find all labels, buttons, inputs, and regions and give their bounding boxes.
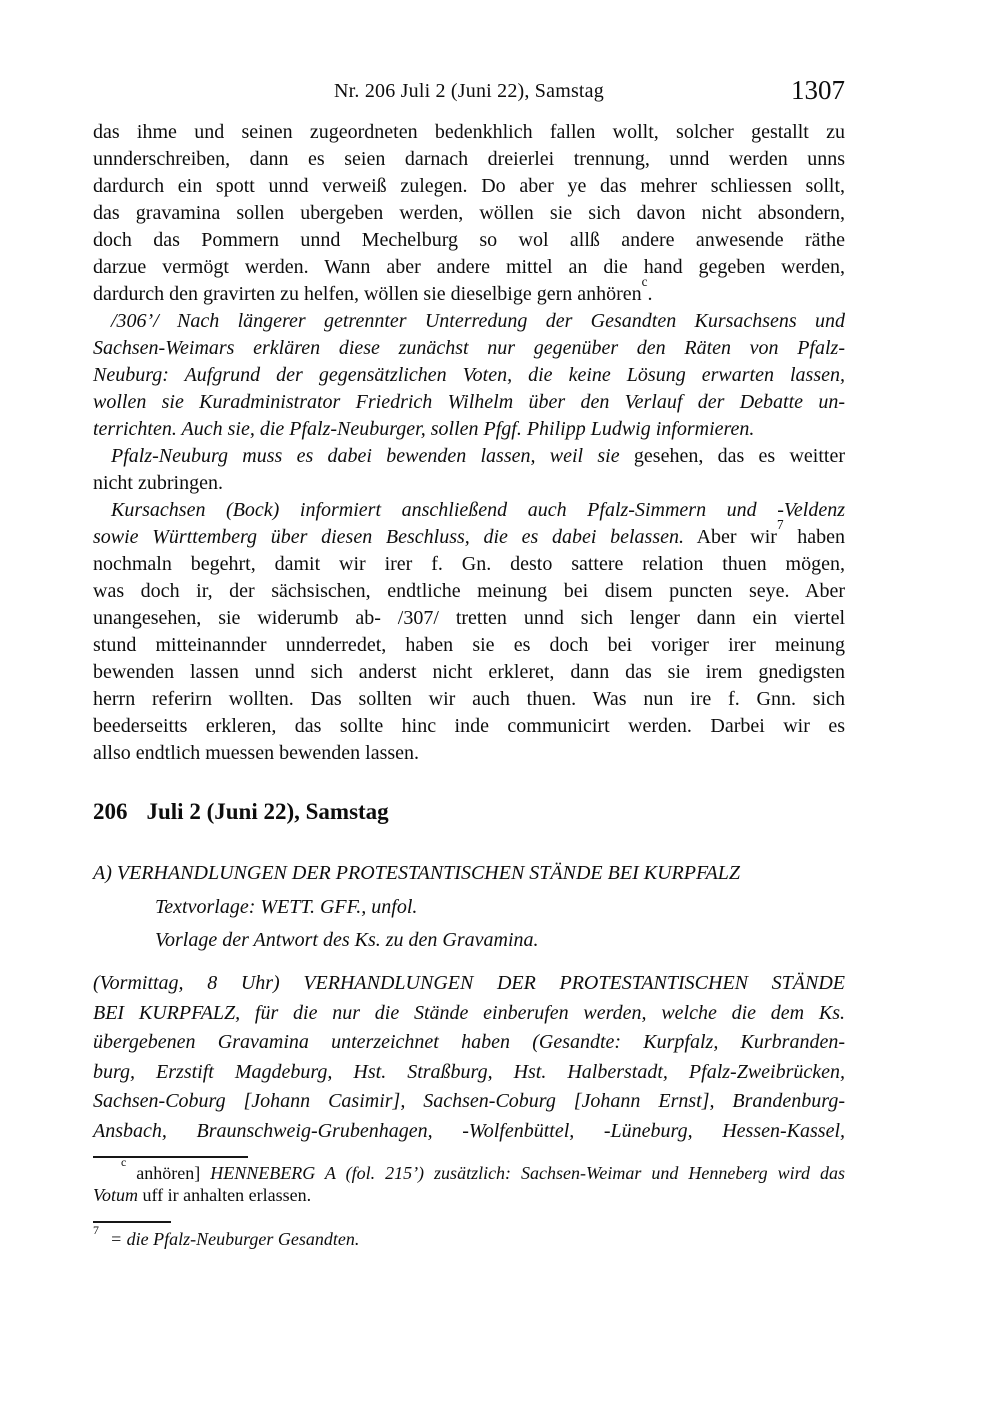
text-segment: unnderschreiben, dann es seien darnach dreierlei trennung, unnd werden unns	[93, 148, 845, 170]
paragraph-editorial-306	[93, 308, 845, 443]
footnote-reference: 7	[776, 516, 784, 532]
text-line	[93, 1058, 845, 1088]
text-segment: übergebenen Gravamina unterzeichnet haben (Gesandte: Kurpfalz, Kurbranden-	[93, 1031, 845, 1054]
text-segment: Pfalz-Neuburg muss es dabei bewenden lassen, weil sie	[111, 445, 620, 467]
text-segment: dardurch den gravirten zu helfen, wöllen sie dieselbige gern anhören	[93, 283, 642, 305]
text-line	[93, 497, 845, 524]
text-line	[93, 686, 845, 713]
text-line	[93, 470, 845, 497]
text-line	[93, 119, 845, 146]
text-line	[93, 1155, 846, 1184]
text-line	[93, 713, 845, 740]
paragraph-kursachsen	[93, 497, 845, 767]
text-segment: burg, Erzstift Magdeburg, Hst. Straßburg, Hst. Halberstadt, Pfalz-Zweibrücken,	[93, 1060, 845, 1083]
text-segment: darzue vermögt werden. Wann aber andere mittel an die hand gegeben werden,	[93, 256, 845, 278]
text-segment: unangesehen, sie widerumb ab- /307/ tretten unnd sich lenger dann ein viertel	[93, 607, 845, 629]
page-number: 1307	[791, 75, 845, 105]
text-segment: haben	[783, 526, 846, 548]
text-segment: terrichten. Auch sie, die Pfalz-Neuburger, sollen Pfgf. Philipp Ludwig informieren.	[93, 418, 755, 440]
text-segment: .	[647, 283, 653, 305]
footnote-c	[93, 1155, 846, 1206]
main-text	[93, 119, 845, 767]
text-segment: Aber wir	[684, 526, 777, 548]
text-line	[93, 308, 845, 335]
text-line	[93, 551, 845, 578]
running-header	[93, 74, 845, 108]
text-segment: A) VERHANDLUNGEN DER PROTESTANTISCHEN STÄNDE BEI KURPFALZ	[93, 862, 741, 884]
text-line	[93, 1117, 845, 1147]
text-line	[93, 146, 845, 173]
text-segment: = die Pfalz-Neuburger Gesandten.	[109, 1229, 360, 1249]
text-segment: /306’/ Nach längerer getrennter Unterredung der Gesandten Kursachsens und	[111, 310, 845, 332]
text-segment: gesehen, das es weitter	[619, 445, 846, 467]
text-line	[93, 1028, 845, 1058]
text-line	[93, 254, 845, 281]
text-segment: Neuburg: Aufgrund der gegensätzlichen Voten, die keine Lösung erwarten lassen,	[93, 364, 845, 386]
footnote-reference: c	[641, 273, 648, 289]
text-segment: dardurch ein spott unnd verweiß zulegen. Do aber ye das mehrer schliessen sollt,	[93, 175, 845, 197]
text-segment: bewenden lassen unnd sich anderst nicht erkleret, dann das sie irem gnedigsten	[93, 661, 845, 683]
text-line	[93, 362, 845, 389]
text-segment: Textvorlage: WETT. GFF., unfol.	[155, 896, 418, 918]
text-line	[93, 200, 845, 227]
text-line	[93, 1087, 845, 1117]
text-line	[93, 969, 845, 999]
text-segment: was doch ir, der sächsischen, endtliche meinung bei disem puncten seye. Aber	[93, 580, 845, 602]
text-line	[93, 740, 845, 767]
text-segment: Ansbach, Braunschweig-Grubenhagen, -Wolfenbüttel, -Lüneburg, Hessen-Kassel,	[93, 1119, 845, 1142]
text-line	[93, 516, 846, 551]
entry-title: Juli 2 (Juni 22), Samstag	[146, 799, 389, 824]
text-line	[93, 856, 845, 891]
footnote-separator-2	[93, 1221, 171, 1223]
text-line	[93, 632, 845, 659]
text-segment: (Vormittag, 8 Uhr) VERHANDLUNGEN DER PROTESTANTISCHEN STÄNDE	[93, 972, 845, 994]
text-line	[93, 227, 845, 254]
footnote-reference: 7	[93, 1223, 99, 1238]
text-line	[93, 416, 845, 443]
text-line	[93, 1223, 845, 1252]
text-segment: anhören]	[126, 1163, 211, 1183]
paragraph-continuation	[93, 119, 845, 308]
text-line	[93, 335, 845, 362]
text-line	[93, 999, 845, 1029]
text-line	[93, 443, 845, 470]
text-line	[93, 273, 845, 308]
text-segment: nicht zubringen.	[93, 472, 223, 494]
session-paragraph	[93, 969, 845, 1147]
text-line	[93, 605, 845, 632]
text-line	[93, 389, 845, 416]
text-line	[93, 173, 845, 200]
text-segment: Vorlage der Antwort des Ks. zu den Gravamina.	[155, 929, 539, 951]
text-segment: beederseitts erkleren, das sollte hinc inde communicirt werden. Darbei wir es	[93, 715, 845, 737]
text-line	[93, 1184, 845, 1206]
entry-heading	[93, 797, 845, 827]
text-segment: doch das Pommern unnd Mechelburg so wol allß andere anwesende räthe	[93, 229, 845, 251]
footnote-reference: c	[121, 1155, 127, 1170]
entry-number: 206	[93, 799, 128, 824]
text-segment: das gravamina sollen ubergeben werden, wöllen sie sich davon nicht absondern,	[93, 202, 845, 224]
text-line	[93, 578, 845, 605]
text-segment: stund mitteinannder unnderredet, haben sie es doch bei voriger irer meinung	[93, 634, 845, 656]
text-segment: Sachsen-Coburg [Johann Casimir], Sachsen-Coburg [Johann Ernst], Brandenburg-	[93, 1090, 845, 1113]
footnote-separator	[93, 1156, 248, 1158]
text-segment: herrn referirn wollten. Das sollten wir auch thuen. Was nun ire f. Gnn. sich	[93, 688, 845, 710]
text-segment: Votum	[93, 1185, 138, 1205]
text-line	[93, 659, 845, 686]
text-segment: uff ir anhalten erlassen.	[138, 1185, 312, 1205]
paragraph-pfalz-neuburg	[93, 443, 845, 497]
text-line	[93, 891, 845, 924]
text-segment: allso endtlich muessen bewenden lassen.	[93, 742, 420, 764]
footnote-7	[93, 1223, 845, 1252]
text-line	[93, 924, 845, 957]
text-segment: nochmaln begehrt, damit wir irer f. Gn. desto sattere relation thuen mögen,	[93, 553, 845, 575]
running-title: Nr. 206 Juli 2 (Juni 22), Samstag	[334, 80, 604, 102]
text-segment: wollen sie Kuradministrator Friedrich Wilhelm über den Verlauf der Debatte un-	[93, 391, 845, 413]
text-segment: Sachsen-Weimars erklären diese zunächst nur gegenüber den Räten von Pfalz-	[93, 337, 845, 359]
text-segment: BEI KURPFALZ, für die nur die Stände einberufen werden, welche die dem Ks.	[93, 1001, 845, 1024]
text-segment: HENNEBERG A (fol. 215’) zusätzlich: Sachsen-Weimar und Henneberg wird das	[210, 1163, 846, 1183]
text-segment: das ihme und seinen zugeordneten bedenkhlich fallen wollt, solcher gestallt zu	[93, 121, 845, 143]
section-a-heading	[93, 856, 845, 957]
text-segment: Kursachsen (Bock) informiert anschließend auch Pfalz-Simmern und -Veldenz	[111, 499, 845, 521]
text-segment: sowie Württemberg über diesen Beschluss, die es dabei belassen.	[93, 526, 684, 548]
